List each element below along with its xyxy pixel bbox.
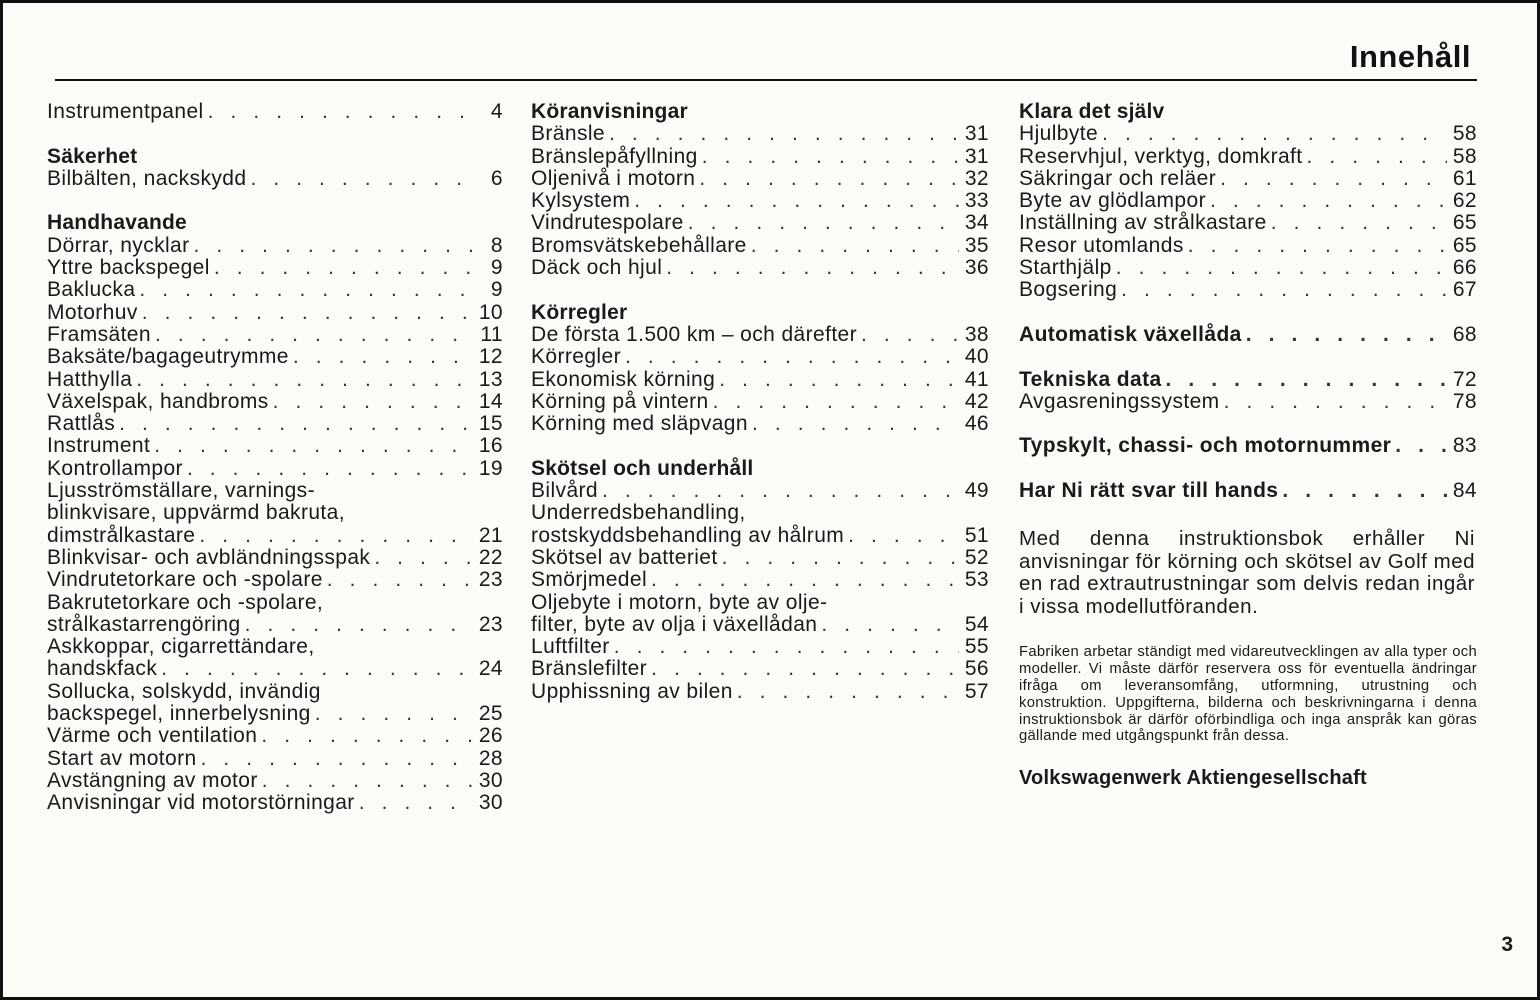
toc-entry[interactable] bbox=[1019, 391, 1477, 413]
toc-entry-page: 33 bbox=[964, 189, 989, 213]
toc-entry-label: Körning på vintern bbox=[531, 389, 709, 413]
toc-entry-label: Luftfilter bbox=[531, 635, 610, 659]
toc-entry[interactable] bbox=[47, 302, 503, 324]
toc-entry-label: Rattlås bbox=[47, 412, 116, 436]
leader-dots bbox=[821, 614, 959, 636]
toc-entry-page: 23 bbox=[478, 612, 503, 636]
leader-dots bbox=[848, 525, 959, 547]
leader-dots bbox=[752, 413, 959, 435]
toc-entry-page: 24 bbox=[478, 657, 503, 681]
toc-entry-page: 23 bbox=[478, 568, 503, 592]
toc-entry-page: 58 bbox=[1452, 144, 1477, 168]
leader-dots bbox=[625, 346, 959, 368]
toc-entry-page: 61 bbox=[1452, 166, 1477, 190]
toc-entry-page: 19 bbox=[478, 456, 503, 480]
toc-entry-label: Växelspak, handbroms bbox=[47, 389, 269, 413]
toc-entry-label: Hatthylla bbox=[47, 367, 133, 391]
leader-dots bbox=[136, 369, 473, 391]
toc-entry[interactable] bbox=[1019, 369, 1477, 391]
toc-entry[interactable] bbox=[47, 391, 503, 413]
toc-entry-page: 72 bbox=[1452, 367, 1477, 391]
toc-entry[interactable] bbox=[1019, 480, 1477, 502]
leader-dots bbox=[154, 435, 473, 457]
toc-entry-page: 25 bbox=[478, 702, 503, 726]
leader-dots bbox=[214, 257, 473, 279]
leader-dots bbox=[614, 636, 959, 658]
toc-entry-label: Säkringar och reläer bbox=[1019, 166, 1217, 190]
publisher-signature: Volkswagenwerk Aktiengesellschaft bbox=[1019, 767, 1367, 790]
toc-entry-page: 40 bbox=[964, 345, 989, 369]
toc-entry-page: 67 bbox=[1452, 278, 1477, 302]
toc-entry-page: 35 bbox=[964, 233, 989, 257]
toc-entry[interactable] bbox=[47, 658, 503, 680]
toc-entry-label: Körregler bbox=[531, 345, 621, 369]
leader-dots bbox=[699, 168, 959, 190]
toc-entry[interactable] bbox=[531, 190, 989, 212]
page-title: Innehåll bbox=[1349, 39, 1471, 74]
leader-dots bbox=[651, 569, 959, 591]
leader-dots bbox=[293, 346, 473, 368]
toc-entry[interactable] bbox=[531, 346, 989, 368]
toc-entry[interactable] bbox=[531, 614, 989, 636]
toc-entry-label: Bränsle bbox=[531, 122, 606, 146]
toc-entry-label: Resor utomlands bbox=[1019, 233, 1184, 257]
toc-entry-page: 83 bbox=[1452, 434, 1477, 458]
toc-entry[interactable] bbox=[1019, 257, 1477, 279]
leader-dots bbox=[1121, 279, 1447, 301]
toc-entry-label: Yttre backspegel bbox=[47, 256, 210, 280]
disclaimer-paragraph: Fabriken arbetar ständigt med vidareutvecklingen av alla typer och modeller. Vi måste därför reservera oss för eventuella ändringar ifråga om leveransomfång, utformning, utrustning och konstruktion. Uppgifterna, bilderna och beskrivningarna i denna instruktionsbok är därför oförbindliga och inga anspråk kan göras gällande med utgångspunkt från dessa. bbox=[1019, 644, 1477, 745]
toc-entry[interactable] bbox=[47, 279, 503, 301]
toc-entry-label: Vindrutetorkare och -spolare bbox=[47, 568, 323, 592]
toc-entry-label: Bilbälten, nackskydd bbox=[47, 166, 247, 190]
toc-entry[interactable] bbox=[1019, 435, 1477, 457]
toc-entry-label: filter, byte av olja i växellådan bbox=[531, 612, 818, 636]
toc-entry[interactable] bbox=[531, 636, 989, 658]
toc-entry[interactable] bbox=[1019, 146, 1477, 168]
toc-entry[interactable] bbox=[531, 146, 989, 168]
toc-entry-continued: Oljebyte i motorn, byte av olje- bbox=[531, 590, 828, 614]
toc-entry[interactable] bbox=[531, 658, 989, 680]
toc-entry-label: Kylsystem bbox=[531, 189, 631, 213]
leader-dots bbox=[1271, 212, 1447, 234]
toc-entry-label: Starthjälp bbox=[1019, 256, 1112, 280]
leader-dots bbox=[142, 302, 473, 324]
toc-entry-page: 26 bbox=[478, 724, 503, 748]
leader-dots bbox=[688, 212, 959, 234]
toc-entry-label: Start av motorn bbox=[47, 746, 197, 770]
leader-dots bbox=[187, 458, 473, 480]
toc-entry-label: Avgasreningssystem bbox=[1019, 389, 1220, 413]
toc-entry-label: Bilvård bbox=[531, 479, 598, 503]
toc-entry-page: 34 bbox=[964, 211, 989, 235]
leader-dots bbox=[1102, 123, 1447, 145]
toc-entry-page: 65 bbox=[1452, 233, 1477, 257]
toc-entry[interactable] bbox=[531, 547, 989, 569]
toc-entry-page: 15 bbox=[478, 412, 503, 436]
toc-entry-label: strålkastarrengöring bbox=[47, 612, 241, 636]
toc-entry[interactable] bbox=[531, 123, 989, 145]
toc-entry[interactable] bbox=[531, 569, 989, 591]
section-heading: Säkerhet bbox=[47, 144, 138, 168]
toc-entry[interactable] bbox=[1019, 123, 1477, 145]
leader-dots bbox=[634, 190, 959, 212]
leader-dots bbox=[651, 658, 959, 680]
toc-entry-label: Anvisningar vid motorstörningar bbox=[47, 791, 355, 815]
toc-entry-label: Upphissning av bilen bbox=[531, 679, 733, 703]
leader-dots bbox=[861, 324, 959, 346]
toc-entry-page: 55 bbox=[964, 635, 989, 659]
toc-entry-continued: Sollucka, solskydd, invändig bbox=[47, 679, 321, 703]
toc-entry[interactable] bbox=[47, 703, 503, 725]
leader-dots bbox=[208, 101, 473, 123]
toc-entry[interactable] bbox=[47, 792, 503, 814]
toc-entry-label: Däck och hjul bbox=[531, 256, 663, 280]
toc-entry-page: 22 bbox=[478, 545, 503, 569]
toc-entry[interactable] bbox=[47, 235, 503, 257]
toc-entry-label: Bogsering bbox=[1019, 278, 1118, 302]
toc-entry-continued: blinkvisare, uppvärmd bakruta, bbox=[47, 501, 345, 525]
leader-dots bbox=[245, 614, 473, 636]
toc-entry-page: 21 bbox=[478, 523, 503, 547]
toc-entry-page: 14 bbox=[478, 389, 503, 413]
toc-entry-page: 10 bbox=[478, 300, 503, 324]
leader-dots bbox=[1188, 235, 1447, 257]
toc-entry-page: 16 bbox=[478, 434, 503, 458]
toc-entry-page: 31 bbox=[964, 144, 989, 168]
toc-entry[interactable] bbox=[1019, 235, 1477, 257]
toc-entry-label: Hjulbyte bbox=[1019, 122, 1099, 146]
leader-dots bbox=[139, 279, 473, 301]
toc-entry-label: Oljenivå i motorn bbox=[531, 166, 696, 190]
toc-entry[interactable] bbox=[1019, 279, 1477, 301]
toc-entry-page: 30 bbox=[478, 791, 503, 815]
toc-entry-continued: Ljusströmställare, varnings- bbox=[47, 479, 315, 503]
toc-entry[interactable] bbox=[531, 391, 989, 413]
toc-entry-label: Kontrollampor bbox=[47, 456, 183, 480]
leader-dots bbox=[201, 748, 473, 770]
toc-entry-label: Bromsvätskebehållare bbox=[531, 233, 747, 257]
toc-entry-page: 32 bbox=[964, 166, 989, 190]
toc-entry-continued: Underredsbehandling, bbox=[531, 501, 746, 525]
title-rule bbox=[55, 79, 1477, 81]
leader-dots bbox=[262, 770, 473, 792]
toc-entry[interactable] bbox=[47, 168, 503, 190]
toc-entry[interactable] bbox=[531, 257, 989, 279]
toc-entry[interactable] bbox=[47, 614, 503, 636]
toc-entry-page: 36 bbox=[964, 256, 989, 280]
leader-dots bbox=[722, 547, 959, 569]
leader-dots bbox=[1116, 257, 1447, 279]
toc-entry[interactable] bbox=[1019, 212, 1477, 234]
toc-entry-page: 12 bbox=[478, 345, 503, 369]
toc-entry[interactable] bbox=[47, 257, 503, 279]
toc-column-3 bbox=[1019, 101, 1477, 790]
toc-entry-page: 49 bbox=[964, 479, 989, 503]
toc-entry[interactable] bbox=[47, 369, 503, 391]
toc-entry-label: Typskylt, chassi- och motornummer bbox=[1019, 434, 1392, 458]
toc-entry[interactable] bbox=[531, 212, 989, 234]
toc-entry-label: Framsäten bbox=[47, 322, 151, 346]
leader-dots bbox=[155, 324, 473, 346]
toc-entry-label: Skötsel av batteriet bbox=[531, 545, 718, 569]
toc-entry-label: Tekniska data bbox=[1019, 367, 1162, 391]
section-heading: Handhavande bbox=[47, 211, 187, 235]
leader-dots bbox=[199, 525, 473, 547]
page-number: 3 bbox=[1501, 933, 1513, 956]
toc-entry-page: 9 bbox=[490, 256, 503, 280]
leader-dots bbox=[1282, 480, 1447, 502]
leader-dots bbox=[1395, 435, 1447, 457]
leader-dots bbox=[327, 569, 473, 591]
toc-entry-page: 38 bbox=[964, 322, 989, 346]
toc-entry[interactable] bbox=[47, 569, 503, 591]
leader-dots bbox=[359, 792, 473, 814]
leader-dots bbox=[119, 413, 473, 435]
toc-entry-page: 13 bbox=[478, 367, 503, 391]
toc-entry-page: 30 bbox=[478, 768, 503, 792]
toc-entry-page: 56 bbox=[964, 657, 989, 681]
toc-entry-label: Baksäte/bagageutrymme bbox=[47, 345, 289, 369]
toc-entry[interactable] bbox=[47, 458, 503, 480]
toc-entry-label: Ekonomisk körning bbox=[531, 367, 716, 391]
leader-dots bbox=[666, 257, 959, 279]
toc-entry[interactable] bbox=[531, 168, 989, 190]
leader-dots bbox=[250, 168, 473, 190]
toc-entry-page: 52 bbox=[964, 545, 989, 569]
section-heading: Köranvisningar bbox=[531, 100, 688, 123]
toc-entry-label: Reservhjul, verktyg, domkraft bbox=[1019, 144, 1303, 168]
toc-entry-label: Bränslepåfyllning bbox=[531, 144, 698, 168]
toc-entry-label: Motorhuv bbox=[47, 300, 138, 324]
leader-dots bbox=[702, 146, 959, 168]
toc-entry-label: Instrumentpanel bbox=[47, 100, 204, 123]
toc-entry-label: Bränslefilter bbox=[531, 657, 648, 681]
toc-entry-label: Automatisk växellåda bbox=[1019, 322, 1242, 346]
leader-dots bbox=[1307, 146, 1447, 168]
toc-entry[interactable] bbox=[531, 525, 989, 547]
toc-entry-page: 8 bbox=[490, 233, 503, 257]
leader-dots bbox=[374, 547, 473, 569]
toc-entry-page: 9 bbox=[490, 278, 503, 302]
toc-entry-page: 46 bbox=[964, 412, 989, 436]
toc-entry[interactable] bbox=[47, 725, 503, 747]
toc-entry[interactable] bbox=[47, 748, 503, 770]
leader-dots bbox=[1246, 324, 1447, 346]
toc-entry[interactable] bbox=[531, 413, 989, 435]
leader-dots bbox=[1166, 369, 1447, 391]
toc-entry-page: 58 bbox=[1452, 122, 1477, 146]
leader-dots bbox=[751, 235, 959, 257]
toc-entry[interactable] bbox=[531, 681, 989, 703]
toc-entry-page: 6 bbox=[490, 166, 503, 190]
toc-entry[interactable] bbox=[47, 413, 503, 435]
toc-entry[interactable] bbox=[1019, 168, 1477, 190]
toc-entry-page: 84 bbox=[1452, 479, 1477, 503]
toc-entry-label: Blinkvisar- och avbländningsspak bbox=[47, 545, 371, 569]
toc-entry-continued: Bakrutetorkare och -spolare, bbox=[47, 590, 324, 614]
toc-entry-page: 4 bbox=[490, 100, 503, 123]
leader-dots bbox=[261, 725, 473, 747]
toc-entry-page: 28 bbox=[478, 746, 503, 770]
toc-entry-label: Smörjmedel bbox=[531, 568, 648, 592]
toc-entry[interactable] bbox=[47, 346, 503, 368]
toc-entry-label: dimstrålkastare bbox=[47, 523, 196, 547]
leader-dots bbox=[602, 480, 959, 502]
toc-entry-page: 54 bbox=[964, 612, 989, 636]
section-heading: Körregler bbox=[531, 300, 628, 324]
toc-column-1 bbox=[47, 101, 503, 815]
leader-dots bbox=[1220, 168, 1447, 190]
toc-entry-label: Vindrutespolare bbox=[531, 211, 684, 235]
toc-entry-label: Dörrar, nycklar bbox=[47, 233, 190, 257]
toc-entry[interactable] bbox=[47, 525, 503, 547]
leader-dots bbox=[713, 391, 959, 413]
toc-entry-label: Värme och ventilation bbox=[47, 724, 258, 748]
toc-entry[interactable] bbox=[47, 435, 503, 457]
toc-entry[interactable] bbox=[1019, 190, 1477, 212]
leader-dots bbox=[719, 369, 959, 391]
leader-dots bbox=[315, 703, 473, 725]
toc-entry-label: Instrument bbox=[47, 434, 151, 458]
toc-entry-page: 11 bbox=[480, 322, 503, 346]
section-heading: Klara det själv bbox=[1019, 100, 1165, 123]
leader-dots bbox=[609, 123, 959, 145]
toc-entry-page: 57 bbox=[964, 679, 989, 703]
toc-entry-page: 51 bbox=[964, 523, 989, 547]
toc-entry-label: Byte av glödlampor bbox=[1019, 189, 1206, 213]
toc-entry-label: Har Ni rätt svar till hands bbox=[1019, 479, 1279, 503]
toc-entry-page: 65 bbox=[1452, 211, 1477, 235]
toc-entry-page: 78 bbox=[1452, 389, 1477, 413]
toc-entry-page: 42 bbox=[964, 389, 989, 413]
section-heading: Skötsel och underhåll bbox=[531, 456, 754, 480]
toc-entry-page: 62 bbox=[1452, 189, 1477, 213]
toc-entry-page: 41 bbox=[964, 367, 989, 391]
toc-column-2 bbox=[531, 101, 989, 703]
leader-dots bbox=[737, 681, 959, 703]
toc-entry-page: 53 bbox=[964, 568, 989, 592]
toc-entry-page: 66 bbox=[1452, 256, 1477, 280]
leader-dots bbox=[161, 658, 473, 680]
toc-entry-label: Inställning av strålkastare bbox=[1019, 211, 1267, 235]
toc-entry-label: De första 1.500 km – och därefter bbox=[531, 322, 858, 346]
leader-dots bbox=[194, 235, 473, 257]
toc-entry[interactable] bbox=[47, 101, 503, 123]
toc-entry-label: backspegel, innerbelysning bbox=[47, 702, 311, 726]
toc-entry-page: 31 bbox=[964, 122, 989, 146]
toc-entry-label: Baklucka bbox=[47, 278, 136, 302]
leader-dots bbox=[1224, 391, 1447, 413]
toc-entry-label: rostskyddsbehandling av hålrum bbox=[531, 523, 845, 547]
toc-entry-continued: Askkoppar, cigarrettändare, bbox=[47, 635, 315, 659]
toc-entry[interactable] bbox=[531, 324, 989, 346]
toc-entry[interactable] bbox=[47, 770, 503, 792]
toc-entry[interactable] bbox=[47, 547, 503, 569]
leader-dots bbox=[273, 391, 473, 413]
toc-entry[interactable] bbox=[47, 324, 503, 346]
intro-paragraph: Med denna instruktionsbok erhåller Ni anvisningar för körning och skötsel av Golf med en rad extrautrustningar som delvis redan ingår i vissa modellutföranden. bbox=[1019, 527, 1475, 618]
toc-entry[interactable] bbox=[531, 369, 989, 391]
toc-entry[interactable] bbox=[531, 480, 989, 502]
toc-entry-label: Körning med släpvagn bbox=[531, 412, 748, 436]
toc-entry-page: 68 bbox=[1452, 322, 1477, 346]
toc-entry[interactable] bbox=[1019, 324, 1477, 346]
toc-entry[interactable] bbox=[531, 235, 989, 257]
toc-entry-label: handskfack bbox=[47, 657, 158, 681]
toc-entry-label: Avstängning av motor bbox=[47, 768, 258, 792]
leader-dots bbox=[1210, 190, 1447, 212]
